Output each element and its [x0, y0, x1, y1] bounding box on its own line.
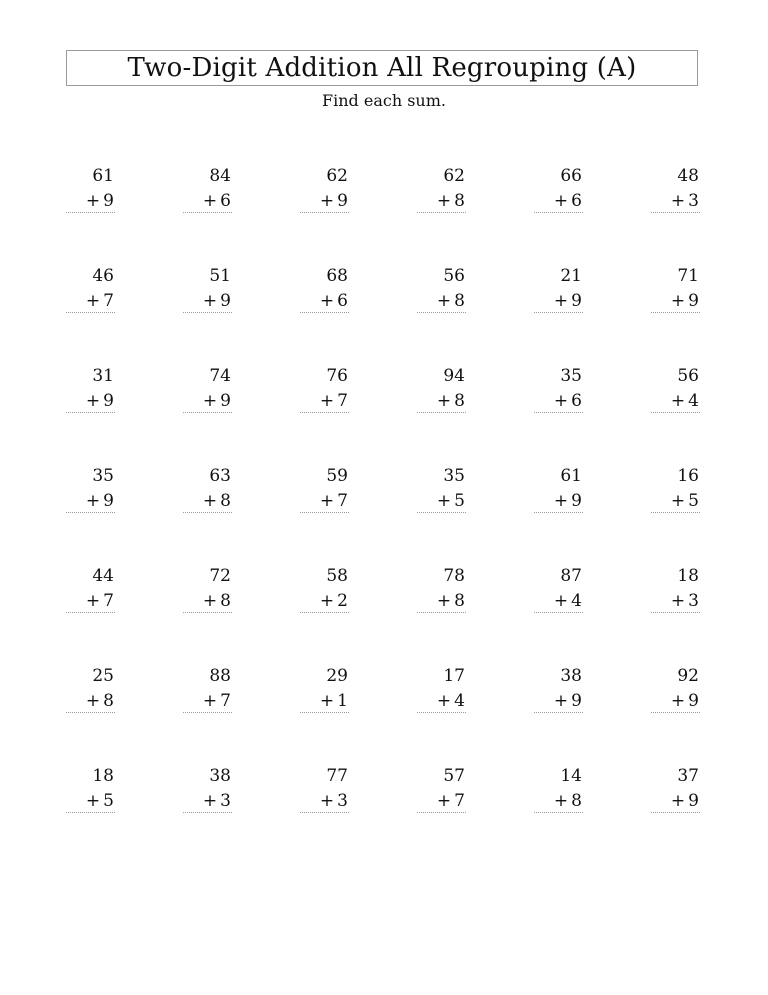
- addend-line: [86, 591, 114, 611]
- answer-line: [183, 412, 232, 413]
- answer-line: [534, 612, 583, 613]
- addend-line: [320, 491, 348, 511]
- answer-line: [183, 212, 232, 213]
- plus-sign: +: [202, 291, 218, 311]
- answer-line: [300, 512, 349, 513]
- answer-line: [183, 512, 232, 513]
- addend-line: [671, 591, 699, 611]
- plus-sign: +: [319, 491, 335, 511]
- addend-number: 7: [220, 691, 231, 711]
- addend-number: 3: [220, 791, 231, 811]
- addend-number: 8: [220, 491, 231, 511]
- addend-line: [203, 391, 231, 411]
- plus-sign: +: [202, 391, 218, 411]
- addition-problem: [183, 666, 232, 713]
- top-number: 84: [209, 166, 231, 186]
- plus-sign: +: [553, 391, 569, 411]
- plus-sign: +: [553, 191, 569, 211]
- top-number: 94: [443, 366, 465, 386]
- answer-line: [66, 712, 115, 713]
- top-number: 48: [677, 166, 699, 186]
- plus-sign: +: [553, 291, 569, 311]
- plus-sign: +: [670, 591, 686, 611]
- addend-number: 5: [103, 791, 114, 811]
- answer-line: [183, 712, 232, 713]
- plus-sign: +: [436, 591, 452, 611]
- top-number: 72: [209, 566, 231, 586]
- answer-line: [534, 412, 583, 413]
- answer-line: [66, 512, 115, 513]
- plus-sign: +: [85, 491, 101, 511]
- addend-number: 7: [454, 791, 465, 811]
- addend-line: [554, 291, 582, 311]
- plus-sign: +: [670, 191, 686, 211]
- addend-line: [203, 291, 231, 311]
- addend-number: 4: [454, 691, 465, 711]
- addend-line: [320, 591, 348, 611]
- answer-line: [66, 612, 115, 613]
- addend-number: 3: [688, 591, 699, 611]
- top-number: 21: [560, 266, 582, 286]
- top-number: 56: [677, 366, 699, 386]
- addend-number: 9: [220, 291, 231, 311]
- plus-sign: +: [670, 691, 686, 711]
- addend-number: 9: [337, 191, 348, 211]
- addend-line: [554, 191, 582, 211]
- plus-sign: +: [202, 191, 218, 211]
- addend-number: 6: [220, 191, 231, 211]
- addition-problem: [651, 266, 700, 313]
- answer-line: [183, 312, 232, 313]
- addition-problem: [534, 366, 583, 413]
- top-number: 29: [326, 666, 348, 686]
- top-number: 38: [209, 766, 231, 786]
- answer-line: [300, 612, 349, 613]
- addend-number: 3: [688, 191, 699, 211]
- plus-sign: +: [436, 291, 452, 311]
- plus-sign: +: [670, 791, 686, 811]
- addition-problem: [183, 166, 232, 213]
- addend-number: 8: [220, 591, 231, 611]
- addition-problem: [534, 166, 583, 213]
- addend-number: 6: [571, 191, 582, 211]
- answer-line: [183, 612, 232, 613]
- addend-number: 9: [571, 291, 582, 311]
- addend-number: 9: [688, 791, 699, 811]
- top-number: 57: [443, 766, 465, 786]
- addition-problem: [417, 766, 466, 813]
- plus-sign: +: [319, 691, 335, 711]
- answer-line: [651, 312, 700, 313]
- addend-line: [554, 491, 582, 511]
- addend-number: 6: [337, 291, 348, 311]
- addition-problem: [417, 266, 466, 313]
- answer-line: [417, 512, 466, 513]
- addend-number: 9: [571, 691, 582, 711]
- answer-line: [300, 312, 349, 313]
- answer-line: [300, 412, 349, 413]
- top-number: 77: [326, 766, 348, 786]
- plus-sign: +: [319, 291, 335, 311]
- addition-problem: [66, 566, 115, 613]
- addition-problem: [534, 666, 583, 713]
- addend-number: 9: [103, 391, 114, 411]
- answer-line: [651, 612, 700, 613]
- addend-line: [671, 791, 699, 811]
- addend-number: 3: [337, 791, 348, 811]
- plus-sign: +: [319, 791, 335, 811]
- addition-problem: [66, 466, 115, 513]
- top-number: 61: [92, 166, 114, 186]
- addend-number: 7: [103, 591, 114, 611]
- top-number: 18: [677, 566, 699, 586]
- answer-line: [417, 312, 466, 313]
- answer-line: [66, 812, 115, 813]
- worksheet-title: Two-Digit Addition All Regrouping (A): [127, 53, 637, 83]
- addition-problem: [183, 266, 232, 313]
- addition-problem: [534, 766, 583, 813]
- addend-line: [437, 291, 465, 311]
- answer-line: [651, 812, 700, 813]
- addend-line: [671, 691, 699, 711]
- addition-problem: [183, 566, 232, 613]
- addend-line: [320, 691, 348, 711]
- top-number: 92: [677, 666, 699, 686]
- addition-problem: [300, 666, 349, 713]
- plus-sign: +: [436, 391, 452, 411]
- title-box: [66, 50, 698, 86]
- top-number: 62: [326, 166, 348, 186]
- plus-sign: +: [202, 791, 218, 811]
- addend-line: [671, 291, 699, 311]
- top-number: 74: [209, 366, 231, 386]
- top-number: 88: [209, 666, 231, 686]
- addition-problem: [417, 566, 466, 613]
- addition-problem: [534, 266, 583, 313]
- addend-line: [86, 291, 114, 311]
- top-number: 61: [560, 466, 582, 486]
- addend-number: 8: [103, 691, 114, 711]
- addend-line: [86, 791, 114, 811]
- top-number: 76: [326, 366, 348, 386]
- plus-sign: +: [553, 791, 569, 811]
- addend-number: 8: [571, 791, 582, 811]
- addend-number: 8: [454, 191, 465, 211]
- addition-problem: [300, 366, 349, 413]
- top-number: 35: [443, 466, 465, 486]
- addition-problem: [300, 166, 349, 213]
- problem-grid: [66, 166, 700, 813]
- addend-number: 9: [103, 191, 114, 211]
- answer-line: [651, 412, 700, 413]
- addend-line: [671, 491, 699, 511]
- addend-line: [203, 491, 231, 511]
- top-number: 68: [326, 266, 348, 286]
- addition-problem: [651, 366, 700, 413]
- addend-line: [437, 791, 465, 811]
- answer-line: [300, 812, 349, 813]
- plus-sign: +: [670, 391, 686, 411]
- addend-line: [437, 391, 465, 411]
- plus-sign: +: [553, 591, 569, 611]
- plus-sign: +: [319, 391, 335, 411]
- addition-problem: [66, 766, 115, 813]
- answer-line: [183, 812, 232, 813]
- addition-problem: [651, 566, 700, 613]
- addend-line: [554, 591, 582, 611]
- top-number: 35: [560, 366, 582, 386]
- addition-problem: [66, 166, 115, 213]
- addend-line: [86, 191, 114, 211]
- addend-line: [203, 191, 231, 211]
- addend-line: [86, 491, 114, 511]
- answer-line: [417, 212, 466, 213]
- answer-line: [66, 312, 115, 313]
- top-number: 78: [443, 566, 465, 586]
- answer-line: [417, 812, 466, 813]
- top-number: 71: [677, 266, 699, 286]
- answer-line: [534, 212, 583, 213]
- top-number: 37: [677, 766, 699, 786]
- addition-problem: [66, 666, 115, 713]
- answer-line: [651, 712, 700, 713]
- top-number: 44: [92, 566, 114, 586]
- addend-line: [554, 791, 582, 811]
- addition-problem: [534, 566, 583, 613]
- top-number: 38: [560, 666, 582, 686]
- addition-problem: [651, 466, 700, 513]
- addend-line: [554, 691, 582, 711]
- addend-number: 7: [337, 491, 348, 511]
- plus-sign: +: [553, 691, 569, 711]
- plus-sign: +: [202, 691, 218, 711]
- addition-problem: [651, 766, 700, 813]
- answer-line: [534, 512, 583, 513]
- addend-line: [320, 391, 348, 411]
- plus-sign: +: [85, 291, 101, 311]
- addend-number: 8: [454, 391, 465, 411]
- addend-number: 6: [571, 391, 582, 411]
- addition-problem: [183, 766, 232, 813]
- addition-problem: [417, 666, 466, 713]
- addend-line: [86, 691, 114, 711]
- addition-problem: [183, 466, 232, 513]
- top-number: 35: [92, 466, 114, 486]
- addition-problem: [534, 466, 583, 513]
- plus-sign: +: [436, 491, 452, 511]
- plus-sign: +: [85, 691, 101, 711]
- addend-line: [437, 591, 465, 611]
- addend-line: [86, 391, 114, 411]
- top-number: 56: [443, 266, 465, 286]
- addend-number: 7: [103, 291, 114, 311]
- top-number: 31: [92, 366, 114, 386]
- plus-sign: +: [85, 391, 101, 411]
- addition-problem: [417, 466, 466, 513]
- addend-line: [437, 691, 465, 711]
- answer-line: [651, 212, 700, 213]
- answer-line: [534, 812, 583, 813]
- answer-line: [534, 712, 583, 713]
- top-number: 46: [92, 266, 114, 286]
- plus-sign: +: [436, 191, 452, 211]
- top-number: 18: [92, 766, 114, 786]
- plus-sign: +: [202, 491, 218, 511]
- addition-problem: [300, 766, 349, 813]
- addend-number: 4: [688, 391, 699, 411]
- top-number: 58: [326, 566, 348, 586]
- addend-number: 9: [103, 491, 114, 511]
- addend-line: [320, 791, 348, 811]
- top-number: 17: [443, 666, 465, 686]
- plus-sign: +: [85, 591, 101, 611]
- plus-sign: +: [670, 491, 686, 511]
- addition-problem: [417, 366, 466, 413]
- answer-line: [534, 312, 583, 313]
- answer-line: [300, 212, 349, 213]
- addend-line: [320, 291, 348, 311]
- plus-sign: +: [202, 591, 218, 611]
- plus-sign: +: [436, 791, 452, 811]
- top-number: 66: [560, 166, 582, 186]
- answer-line: [66, 212, 115, 213]
- plus-sign: +: [85, 791, 101, 811]
- plus-sign: +: [319, 191, 335, 211]
- addend-number: 8: [454, 591, 465, 611]
- plus-sign: +: [436, 691, 452, 711]
- answer-line: [417, 712, 466, 713]
- addend-number: 9: [688, 291, 699, 311]
- addition-problem: [300, 266, 349, 313]
- answer-line: [300, 712, 349, 713]
- top-number: 59: [326, 466, 348, 486]
- addend-number: 5: [688, 491, 699, 511]
- addend-line: [320, 191, 348, 211]
- addend-number: 9: [688, 691, 699, 711]
- addition-problem: [300, 566, 349, 613]
- addend-number: 2: [337, 591, 348, 611]
- addition-problem: [651, 666, 700, 713]
- addend-number: 9: [571, 491, 582, 511]
- addend-number: 4: [571, 591, 582, 611]
- answer-line: [66, 412, 115, 413]
- addend-line: [554, 391, 582, 411]
- addend-line: [671, 391, 699, 411]
- plus-sign: +: [553, 491, 569, 511]
- top-number: 62: [443, 166, 465, 186]
- answer-line: [417, 612, 466, 613]
- addend-line: [203, 591, 231, 611]
- top-number: 16: [677, 466, 699, 486]
- addend-number: 1: [337, 691, 348, 711]
- answer-line: [651, 512, 700, 513]
- top-number: 87: [560, 566, 582, 586]
- addition-problem: [417, 166, 466, 213]
- addend-number: 7: [337, 391, 348, 411]
- addend-line: [437, 491, 465, 511]
- addend-line: [437, 191, 465, 211]
- plus-sign: +: [319, 591, 335, 611]
- addition-problem: [66, 266, 115, 313]
- top-number: 25: [92, 666, 114, 686]
- addend-line: [203, 691, 231, 711]
- addition-problem: [183, 366, 232, 413]
- answer-line: [417, 412, 466, 413]
- addend-line: [671, 191, 699, 211]
- top-number: 51: [209, 266, 231, 286]
- top-number: 14: [560, 766, 582, 786]
- addend-number: 8: [454, 291, 465, 311]
- addition-problem: [651, 166, 700, 213]
- addend-line: [203, 791, 231, 811]
- plus-sign: +: [85, 191, 101, 211]
- addition-problem: [66, 366, 115, 413]
- plus-sign: +: [670, 291, 686, 311]
- addition-problem: [300, 466, 349, 513]
- instructions: Find each sum.: [322, 91, 446, 110]
- addend-number: 5: [454, 491, 465, 511]
- addend-number: 9: [220, 391, 231, 411]
- top-number: 63: [209, 466, 231, 486]
